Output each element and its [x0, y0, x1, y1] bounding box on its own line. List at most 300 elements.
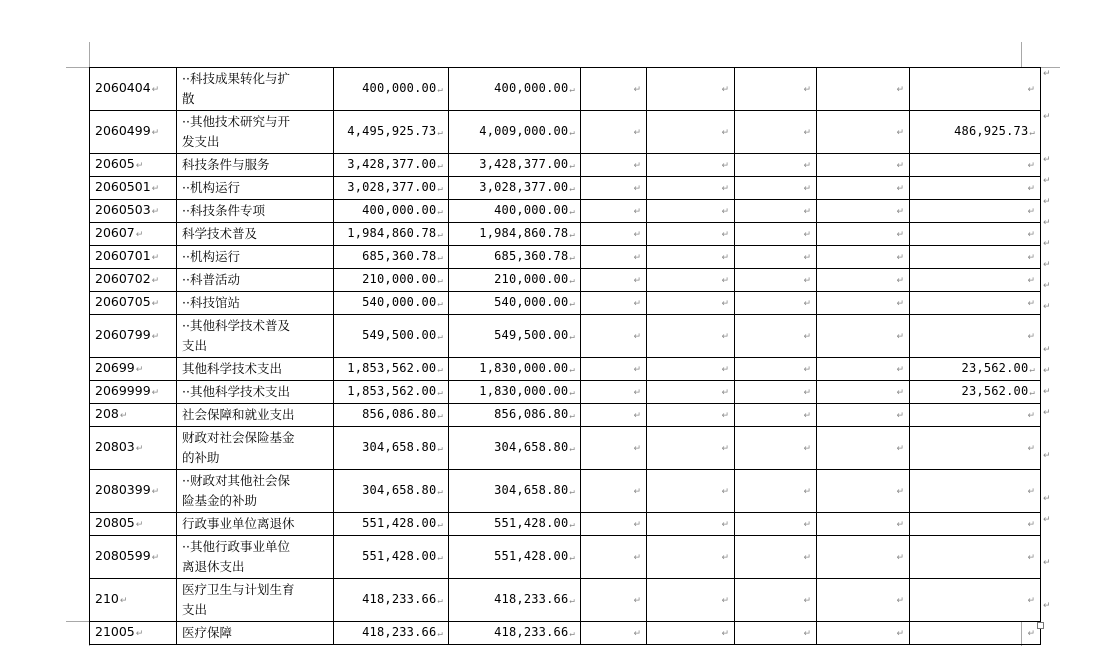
paragraph-mark-icon: ↵ — [633, 629, 641, 639]
project-expenditure-cell[interactable] — [910, 622, 1041, 645]
subject-name-cell[interactable] — [177, 513, 334, 536]
subject-code-cell[interactable] — [90, 292, 177, 315]
subject-name-cell[interactable] — [177, 223, 334, 246]
column-7-cell[interactable] — [735, 536, 817, 579]
project-expenditure-cell[interactable] — [910, 154, 1041, 177]
subject-code-cell[interactable] — [90, 68, 177, 111]
amount-text: 4,495,925.73 — [347, 124, 437, 138]
column-6-cell[interactable] — [647, 292, 735, 315]
basic-expenditure-cell[interactable] — [449, 223, 581, 246]
project-expenditure-cell[interactable] — [910, 315, 1041, 358]
total-amount-cell[interactable] — [334, 470, 449, 513]
column-8-cell[interactable] — [817, 292, 910, 315]
amount-text: 418,233.66 — [494, 592, 569, 606]
paragraph-mark-icon: ↵ — [803, 596, 811, 606]
subject-code-cell[interactable] — [90, 223, 177, 246]
subject-name-cell[interactable] — [177, 427, 334, 470]
row-end-mark-icon: ↵ — [1043, 260, 1051, 270]
subject-code-cell[interactable] — [90, 513, 177, 536]
paragraph-mark-icon: ↵ — [896, 487, 904, 497]
subject-code-cell[interactable] — [90, 111, 177, 154]
paragraph-mark-icon: ↵ — [721, 161, 729, 171]
column-8-cell[interactable] — [817, 427, 910, 470]
paragraph-mark-icon: ↵ — [803, 629, 811, 639]
column-7-cell[interactable] — [735, 68, 817, 111]
paragraph-mark-icon: ↵ — [437, 596, 443, 606]
subject-code-text: 21005 — [95, 624, 135, 639]
subject-name-cell[interactable] — [177, 622, 334, 645]
subject-code-text: 2060799 — [95, 327, 151, 342]
subject-name-line: ··科技馆站 — [182, 295, 240, 310]
paragraph-mark-icon: ↵ — [721, 128, 729, 138]
subject-name-cell[interactable] — [177, 177, 334, 200]
column-5-cell[interactable] — [581, 513, 647, 536]
paragraph-mark-icon: ↵ — [633, 207, 641, 217]
subject-name-line: ··机构运行 — [182, 249, 240, 264]
amount-text: 1,984,860.78 — [479, 226, 569, 240]
column-5-cell[interactable] — [581, 177, 647, 200]
basic-expenditure-cell[interactable] — [449, 111, 581, 154]
table-row — [90, 579, 1041, 622]
subject-code-cell[interactable] — [90, 358, 177, 381]
subject-code-cell[interactable] — [90, 404, 177, 427]
table-row — [90, 269, 1041, 292]
subject-code-cell[interactable] — [90, 246, 177, 269]
row-end-mark-icon: ↵ — [1043, 515, 1051, 525]
basic-expenditure-cell[interactable] — [449, 381, 581, 404]
subject-name-cell[interactable] — [177, 269, 334, 292]
project-expenditure-cell[interactable] — [910, 177, 1041, 200]
row-end-mark-icon: ↵ — [1043, 558, 1051, 568]
column-7-cell[interactable] — [735, 358, 817, 381]
column-7-cell[interactable] — [735, 269, 817, 292]
column-7-cell[interactable] — [735, 177, 817, 200]
table-row — [90, 246, 1041, 269]
subject-name-line: ··其他行政事业单位 — [182, 539, 290, 554]
paragraph-mark-icon: ↵ — [437, 128, 443, 138]
paragraph-mark-icon: ↵ — [633, 184, 641, 194]
table-row — [90, 513, 1041, 536]
paragraph-mark-icon: ↵ — [721, 520, 729, 530]
total-amount-cell[interactable] — [334, 292, 449, 315]
paragraph-mark-icon: ↵ — [151, 299, 160, 309]
subject-name-cell[interactable] — [177, 315, 334, 358]
column-6-cell[interactable] — [647, 269, 735, 292]
subject-name-cell[interactable] — [177, 154, 334, 177]
row-end-mark-icon: ↵ — [1043, 601, 1051, 611]
column-7-cell[interactable] — [735, 111, 817, 154]
basic-expenditure-cell[interactable] — [449, 427, 581, 470]
paragraph-mark-icon: ↵ — [569, 253, 575, 263]
basic-expenditure-cell[interactable] — [449, 315, 581, 358]
subject-name-line: 发支出 — [182, 134, 220, 149]
column-8-cell[interactable] — [817, 111, 910, 154]
subject-code-cell[interactable] — [90, 269, 177, 292]
paragraph-mark-icon: ↵ — [569, 184, 575, 194]
project-expenditure-cell[interactable] — [910, 381, 1041, 404]
subject-name-line: ··机构运行 — [182, 180, 240, 195]
column-8-cell[interactable] — [817, 154, 910, 177]
subject-name-line: ··其他科学技术普及 — [182, 318, 290, 333]
subject-name-cell[interactable] — [177, 470, 334, 513]
column-6-cell[interactable] — [647, 177, 735, 200]
total-amount-cell[interactable] — [334, 404, 449, 427]
column-5-cell[interactable] — [581, 622, 647, 645]
total-amount-cell[interactable] — [334, 513, 449, 536]
column-6-cell[interactable] — [647, 427, 735, 470]
column-8-cell[interactable] — [817, 358, 910, 381]
paragraph-mark-icon: ↵ — [437, 520, 443, 530]
paragraph-mark-icon: ↵ — [1027, 487, 1035, 497]
paragraph-mark-icon: ↵ — [896, 332, 904, 342]
basic-expenditure-cell[interactable] — [449, 68, 581, 111]
project-expenditure-cell[interactable] — [910, 223, 1041, 246]
column-6-cell[interactable] — [647, 622, 735, 645]
table-row — [90, 292, 1041, 315]
crop-mark-top-left-vertical — [89, 42, 90, 67]
column-8-cell[interactable] — [817, 381, 910, 404]
column-6-cell[interactable] — [647, 246, 735, 269]
project-expenditure-cell[interactable] — [910, 427, 1041, 470]
paragraph-mark-icon: ↵ — [569, 276, 575, 286]
paragraph-mark-icon: ↵ — [633, 487, 641, 497]
column-5-cell[interactable] — [581, 470, 647, 513]
paragraph-mark-icon: ↵ — [721, 276, 729, 286]
paragraph-mark-icon: ↵ — [135, 629, 144, 639]
paragraph-mark-icon: ↵ — [803, 520, 811, 530]
subject-code-cell[interactable] — [90, 427, 177, 470]
paragraph-mark-icon: ↵ — [151, 207, 160, 217]
paragraph-mark-icon: ↵ — [633, 276, 641, 286]
column-6-cell[interactable] — [647, 154, 735, 177]
amount-text: 400,000.00 — [494, 203, 569, 217]
column-5-cell[interactable] — [581, 68, 647, 111]
paragraph-mark-icon: ↵ — [896, 276, 904, 286]
column-5-cell[interactable] — [581, 154, 647, 177]
column-7-cell[interactable] — [735, 404, 817, 427]
paragraph-mark-icon: ↵ — [896, 596, 904, 606]
amount-text: 3,428,377.00 — [347, 157, 437, 171]
column-6-cell[interactable] — [647, 111, 735, 154]
column-7-cell[interactable] — [735, 470, 817, 513]
column-8-cell[interactable] — [817, 579, 910, 622]
total-amount-cell[interactable] — [334, 154, 449, 177]
paragraph-mark-icon: ↵ — [1027, 207, 1035, 217]
subject-code-cell[interactable] — [90, 579, 177, 622]
subject-code-text: 20605 — [95, 156, 135, 171]
total-amount-cell[interactable] — [334, 200, 449, 223]
basic-expenditure-cell[interactable] — [449, 470, 581, 513]
amount-text: 856,086.80 — [362, 407, 437, 421]
column-6-cell[interactable] — [647, 315, 735, 358]
column-6-cell[interactable] — [647, 513, 735, 536]
paragraph-mark-icon: ↵ — [803, 411, 811, 421]
table-row — [90, 470, 1041, 513]
column-7-cell[interactable] — [735, 154, 817, 177]
subject-name-cell[interactable] — [177, 381, 334, 404]
column-8-cell[interactable] — [817, 223, 910, 246]
paragraph-mark-icon: ↵ — [721, 207, 729, 217]
amount-text: 486,925.73 — [954, 124, 1029, 138]
table-resize-handle[interactable] — [1037, 622, 1044, 629]
column-8-cell[interactable] — [817, 246, 910, 269]
amount-text: 304,658.80 — [362, 440, 437, 454]
column-7-cell[interactable] — [735, 622, 817, 645]
column-6-cell[interactable] — [647, 579, 735, 622]
paragraph-mark-icon: ↵ — [633, 332, 641, 342]
subject-name-line: ··财政对其他社会保 — [182, 473, 290, 488]
project-expenditure-cell[interactable] — [910, 536, 1041, 579]
subject-name-cell[interactable] — [177, 111, 334, 154]
subject-code-text: 2069999 — [95, 383, 151, 398]
paragraph-mark-icon: ↵ — [437, 388, 443, 398]
paragraph-mark-icon: ↵ — [135, 230, 144, 240]
column-8-cell[interactable] — [817, 68, 910, 111]
total-amount-cell[interactable] — [334, 381, 449, 404]
basic-expenditure-cell[interactable] — [449, 154, 581, 177]
project-expenditure-cell[interactable] — [910, 404, 1041, 427]
basic-expenditure-cell[interactable] — [449, 292, 581, 315]
basic-expenditure-cell[interactable] — [449, 246, 581, 269]
subject-name-cell[interactable] — [177, 292, 334, 315]
table-row — [90, 223, 1041, 246]
subject-name-line: 的补助 — [182, 450, 220, 465]
amount-text: 304,658.80 — [362, 483, 437, 497]
column-5-cell[interactable] — [581, 246, 647, 269]
basic-expenditure-cell[interactable] — [449, 579, 581, 622]
column-7-cell[interactable] — [735, 292, 817, 315]
paragraph-mark-icon: ↵ — [437, 207, 443, 217]
paragraph-mark-icon: ↵ — [1027, 299, 1035, 309]
paragraph-mark-icon: ↵ — [437, 253, 443, 263]
subject-code-cell[interactable] — [90, 177, 177, 200]
column-6-cell[interactable] — [647, 404, 735, 427]
subject-name-line: ··其他技术研究与开 — [182, 114, 290, 129]
paragraph-mark-icon: ↵ — [896, 85, 904, 95]
basic-expenditure-cell[interactable] — [449, 536, 581, 579]
subject-name-line: 离退休支出 — [182, 559, 245, 574]
subject-code-text: 2060705 — [95, 294, 151, 309]
paragraph-mark-icon: ↵ — [803, 444, 811, 454]
subject-name-cell[interactable] — [177, 68, 334, 111]
row-end-mark-icon: ↵ — [1043, 197, 1051, 207]
table-row — [90, 200, 1041, 223]
row-end-mark-icon: ↵ — [1043, 408, 1051, 418]
column-7-cell[interactable] — [735, 246, 817, 269]
amount-text: 540,000.00 — [494, 295, 569, 309]
project-expenditure-cell[interactable] — [910, 513, 1041, 536]
paragraph-mark-icon: ↵ — [569, 444, 575, 454]
column-8-cell[interactable] — [817, 269, 910, 292]
paragraph-mark-icon: ↵ — [151, 553, 160, 563]
subject-name-line: ··其他科学技术支出 — [182, 384, 290, 399]
paragraph-mark-icon: ↵ — [151, 487, 160, 497]
paragraph-mark-icon: ↵ — [721, 411, 729, 421]
paragraph-mark-icon: ↵ — [896, 161, 904, 171]
total-amount-cell[interactable] — [334, 177, 449, 200]
row-end-mark-icon: ↵ — [1043, 69, 1051, 79]
column-8-cell[interactable] — [817, 404, 910, 427]
table-row — [90, 622, 1041, 645]
column-6-cell[interactable] — [647, 381, 735, 404]
subject-name-line: 社会保障和就业支出 — [182, 407, 295, 422]
amount-text: 1,984,860.78 — [347, 226, 437, 240]
subject-code-cell[interactable] — [90, 154, 177, 177]
subject-code-cell[interactable] — [90, 470, 177, 513]
paragraph-mark-icon: ↵ — [437, 85, 443, 95]
project-expenditure-cell[interactable] — [910, 111, 1041, 154]
column-5-cell[interactable] — [581, 536, 647, 579]
paragraph-mark-icon: ↵ — [1027, 411, 1035, 421]
paragraph-mark-icon: ↵ — [437, 365, 443, 375]
column-7-cell[interactable] — [735, 223, 817, 246]
row-end-mark-icon: ↵ — [1043, 155, 1051, 165]
total-amount-cell[interactable] — [334, 358, 449, 381]
project-expenditure-cell[interactable] — [910, 292, 1041, 315]
paragraph-mark-icon: ↵ — [896, 128, 904, 138]
subject-code-text: 2060702 — [95, 271, 151, 286]
total-amount-cell[interactable] — [334, 68, 449, 111]
amount-text: 856,086.80 — [494, 407, 569, 421]
column-7-cell[interactable] — [735, 381, 817, 404]
amount-text: 549,500.00 — [494, 328, 569, 342]
basic-expenditure-cell[interactable] — [449, 177, 581, 200]
project-expenditure-cell[interactable] — [910, 200, 1041, 223]
column-7-cell[interactable] — [735, 200, 817, 223]
column-8-cell[interactable] — [817, 200, 910, 223]
total-amount-cell[interactable] — [334, 427, 449, 470]
column-5-cell[interactable] — [581, 427, 647, 470]
total-amount-cell[interactable] — [334, 246, 449, 269]
column-5-cell[interactable] — [581, 200, 647, 223]
paragraph-mark-icon: ↵ — [633, 299, 641, 309]
paragraph-mark-icon: ↵ — [437, 444, 443, 454]
basic-expenditure-cell[interactable] — [449, 404, 581, 427]
table-row — [90, 381, 1041, 404]
subject-code-text: 2060501 — [95, 179, 151, 194]
column-6-cell[interactable] — [647, 470, 735, 513]
project-expenditure-cell[interactable] — [910, 269, 1041, 292]
paragraph-mark-icon: ↵ — [633, 520, 641, 530]
paragraph-mark-icon: ↵ — [119, 596, 128, 606]
column-8-cell[interactable] — [817, 622, 910, 645]
column-8-cell[interactable] — [817, 513, 910, 536]
paragraph-mark-icon: ↵ — [633, 596, 641, 606]
column-5-cell[interactable] — [581, 315, 647, 358]
column-6-cell[interactable] — [647, 223, 735, 246]
paragraph-mark-icon: ↵ — [896, 365, 904, 375]
column-8-cell[interactable] — [817, 470, 910, 513]
paragraph-mark-icon: ↵ — [633, 230, 641, 240]
column-5-cell[interactable] — [581, 223, 647, 246]
paragraph-mark-icon: ↵ — [437, 553, 443, 563]
column-7-cell[interactable] — [735, 315, 817, 358]
paragraph-mark-icon: ↵ — [569, 388, 575, 398]
total-amount-cell[interactable] — [334, 223, 449, 246]
paragraph-mark-icon: ↵ — [896, 444, 904, 454]
paragraph-mark-icon: ↵ — [1027, 596, 1035, 606]
paragraph-mark-icon: ↵ — [1027, 553, 1035, 563]
total-amount-cell[interactable] — [334, 536, 449, 579]
paragraph-mark-icon: ↵ — [569, 230, 575, 240]
project-expenditure-cell[interactable] — [910, 358, 1041, 381]
amount-text: 400,000.00 — [362, 203, 437, 217]
subject-name-cell[interactable] — [177, 404, 334, 427]
subject-code-text: 2060701 — [95, 248, 151, 263]
subject-name-cell[interactable] — [177, 200, 334, 223]
column-8-cell[interactable] — [817, 177, 910, 200]
table-row — [90, 68, 1041, 111]
row-end-mark-icon: ↵ — [1043, 218, 1051, 228]
column-5-cell[interactable] — [581, 381, 647, 404]
column-5-cell[interactable] — [581, 404, 647, 427]
basic-expenditure-cell[interactable] — [449, 513, 581, 536]
basic-expenditure-cell[interactable] — [449, 358, 581, 381]
column-5-cell[interactable] — [581, 579, 647, 622]
subject-code-cell[interactable] — [90, 315, 177, 358]
column-7-cell[interactable] — [735, 427, 817, 470]
paragraph-mark-icon: ↵ — [437, 276, 443, 286]
column-5-cell[interactable] — [581, 292, 647, 315]
column-6-cell[interactable] — [647, 200, 735, 223]
total-amount-cell[interactable] — [334, 315, 449, 358]
total-amount-cell[interactable] — [334, 269, 449, 292]
column-7-cell[interactable] — [735, 579, 817, 622]
subject-name-line: ··科普活动 — [182, 272, 240, 287]
subject-name-cell[interactable] — [177, 358, 334, 381]
project-expenditure-cell[interactable] — [910, 470, 1041, 513]
amount-text: 685,360.78 — [494, 249, 569, 263]
subject-code-text: 20803 — [95, 439, 135, 454]
column-7-cell[interactable] — [735, 513, 817, 536]
column-5-cell[interactable] — [581, 269, 647, 292]
subject-code-cell[interactable] — [90, 622, 177, 645]
subject-code-cell[interactable] — [90, 381, 177, 404]
column-5-cell[interactable] — [581, 111, 647, 154]
subject-code-text: 2060404 — [95, 80, 151, 95]
subject-code-text: 20805 — [95, 515, 135, 530]
column-8-cell[interactable] — [817, 315, 910, 358]
subject-code-cell[interactable] — [90, 200, 177, 223]
column-8-cell[interactable] — [817, 536, 910, 579]
column-6-cell[interactable] — [647, 358, 735, 381]
subject-name-cell[interactable] — [177, 246, 334, 269]
subject-code-text: 20607 — [95, 225, 135, 240]
table-row — [90, 404, 1041, 427]
project-expenditure-cell[interactable] — [910, 246, 1041, 269]
basic-expenditure-cell[interactable] — [449, 622, 581, 645]
column-6-cell[interactable] — [647, 68, 735, 111]
total-amount-cell[interactable] — [334, 579, 449, 622]
subject-name-cell[interactable] — [177, 536, 334, 579]
paragraph-mark-icon: ↵ — [896, 184, 904, 194]
subject-code-cell[interactable] — [90, 536, 177, 579]
amount-text: 685,360.78 — [362, 249, 437, 263]
paragraph-mark-icon: ↵ — [569, 596, 575, 606]
column-5-cell[interactable] — [581, 358, 647, 381]
project-expenditure-cell[interactable] — [910, 579, 1041, 622]
basic-expenditure-cell[interactable] — [449, 269, 581, 292]
paragraph-mark-icon: ↵ — [1027, 276, 1035, 286]
total-amount-cell[interactable] — [334, 622, 449, 645]
column-6-cell[interactable] — [647, 536, 735, 579]
project-expenditure-cell[interactable] — [910, 68, 1041, 111]
basic-expenditure-cell[interactable] — [449, 200, 581, 223]
total-amount-cell[interactable] — [334, 111, 449, 154]
amount-text: 400,000.00 — [494, 81, 569, 95]
subject-name-cell[interactable] — [177, 579, 334, 622]
paragraph-mark-icon: ↵ — [803, 299, 811, 309]
